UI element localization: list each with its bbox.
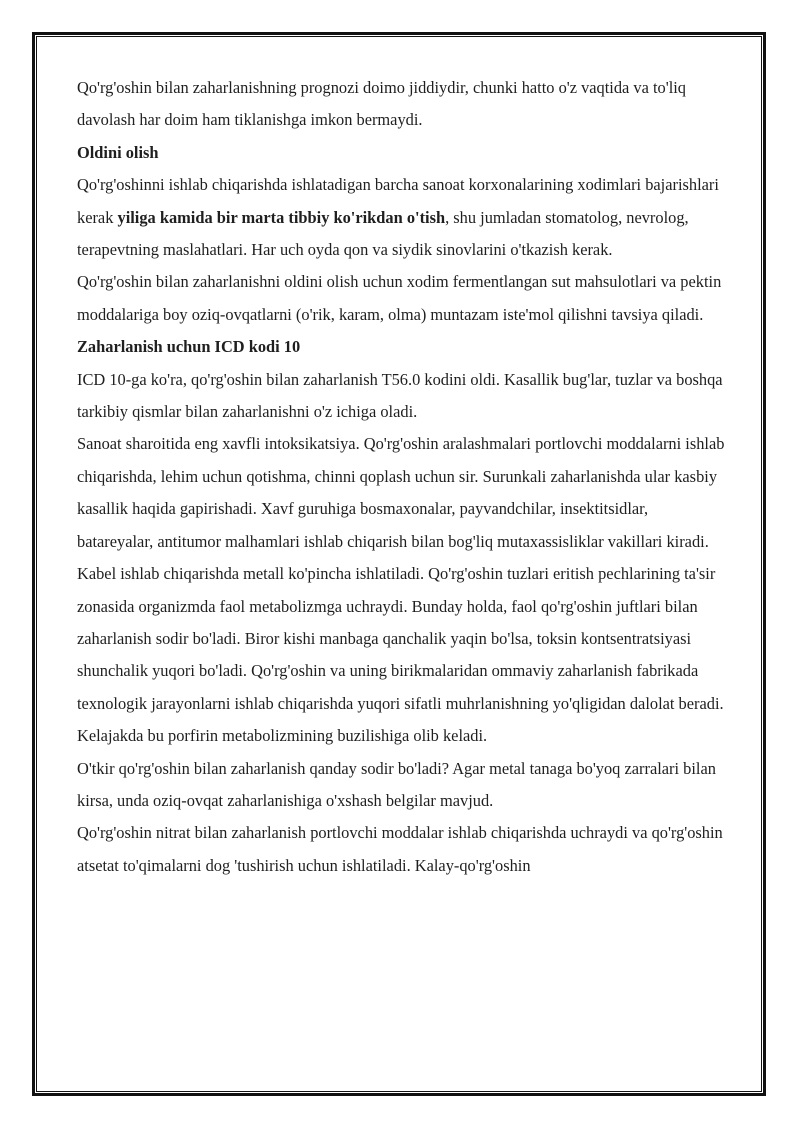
paragraph-medical-checkup-end: , shu jumladan stomatolog, nevrolog, terapevtning maslahatlari. Har uch oyda qon va siydik sinovlarini o'tkazish kerak. bbox=[77, 207, 689, 260]
paragraph-acute-poisoning: O'tkir qo'rg'oshin bilan zaharlanish qanday sodir bo'ladi? Agar metal tanaga bo'yoq zarralari bilan kirsa, unda oziq-ovqat zaharlanishiga o'xshash belgilar mavjud. bbox=[77, 758, 716, 810]
paragraph-prognosis: Qo'rg'oshin bilan zaharlanishning prognozi doimo jiddiydir, chunki hatto o'z vaqtida va to'liq davolash har doim ham tiklanishga imkon bermaydi. bbox=[77, 78, 687, 130]
paragraph-medical-checkup-emphasis: yiliga kamida bir marta tibbiy ko'rikdan o'tish bbox=[117, 207, 446, 227]
paragraph-medical-checkup bbox=[77, 169, 727, 266]
paragraph-medical-checkup-start: Qo'rg'oshinni ishlab chiqarishda ishlatadigan barcha sanoat korxonalarining xodimlari bajarishlari kerak bbox=[77, 175, 719, 227]
paragraph-cable-production: Kabel ishlab chiqarishda metall ko'pincha ishlatiladi. Qo'rg'oshin tuzlari eritish pechlarining ta'sir zonasida organizmda faol metabolizmga uchraydi. Bunday holda, faol qo'rg'oshin juftlari bilan zaharlanish sodir bo'ladi. Biror kishi manbaga qanchalik yaqin bo'lsa, toksin kontsentratsiyasi shunchalik yuqori bo'ladi. Qo'rg'oshin va uning birikmalaridan ommaviy zaharlanish fabrikada texnologik jarayonlarni ishlab chiqarishda yuqori sifatli muhrlanishning yo'qligidan dalolat beradi. Kelajakda bu porfirin metabolizmining buzilishiga olib keladi. bbox=[77, 564, 724, 746]
heading-icd-code: Zaharlanish uchun ICD kodi 10 bbox=[77, 337, 301, 357]
paragraph-diet-advice: Qo'rg'oshin bilan zaharlanishni oldini olish uchun xodim fermentlangan sut mahsulotlari va pektin moddalariga boy oziq-ovqatlarni (o'rik, karam, olma) muntazam iste'mol qilishni tavsiya qiladi. bbox=[77, 272, 722, 324]
paragraph-industrial-risk: Sanoat sharoitida eng xavfli intoksikatsiya. Qo'rg'oshin aralashmalari portlovchi moddalarni ishlab chiqarishda, lehim uchun qotishma, chinni qoplash uchun sir. Surunkali zaharlanishda ular kasbiy kasallik haqida gapirishadi. Xavf guruhiga bosmaxonalar, payvandchilar, insektitsidlar, batareyalar, antitumor malhamlari ishlab chiqarish bilan bog'liq mutaxassisliklar vakillari kiradi. bbox=[77, 434, 725, 551]
paragraph-lead-nitrate: Qo'rg'oshin nitrat bilan zaharlanish portlovchi moddalar ishlab chiqarishda uchraydi va qo'rg'oshin atsetat to'qimalarni dog 'tushirish uchun ishlatiladi. Kalay-qo'rg'oshin bbox=[77, 823, 723, 875]
heading-prevention: Oldini olish bbox=[77, 142, 159, 162]
paragraph-icd-description: ICD 10-ga ko'ra, qo'rg'oshin bilan zaharlanish T56.0 kodini oldi. Kasallik bug'lar, tuzlar va boshqa tarkibiy qismlar bilan zaharlanishni o'z ichiga oladi. bbox=[77, 369, 723, 422]
document-body bbox=[77, 72, 727, 882]
